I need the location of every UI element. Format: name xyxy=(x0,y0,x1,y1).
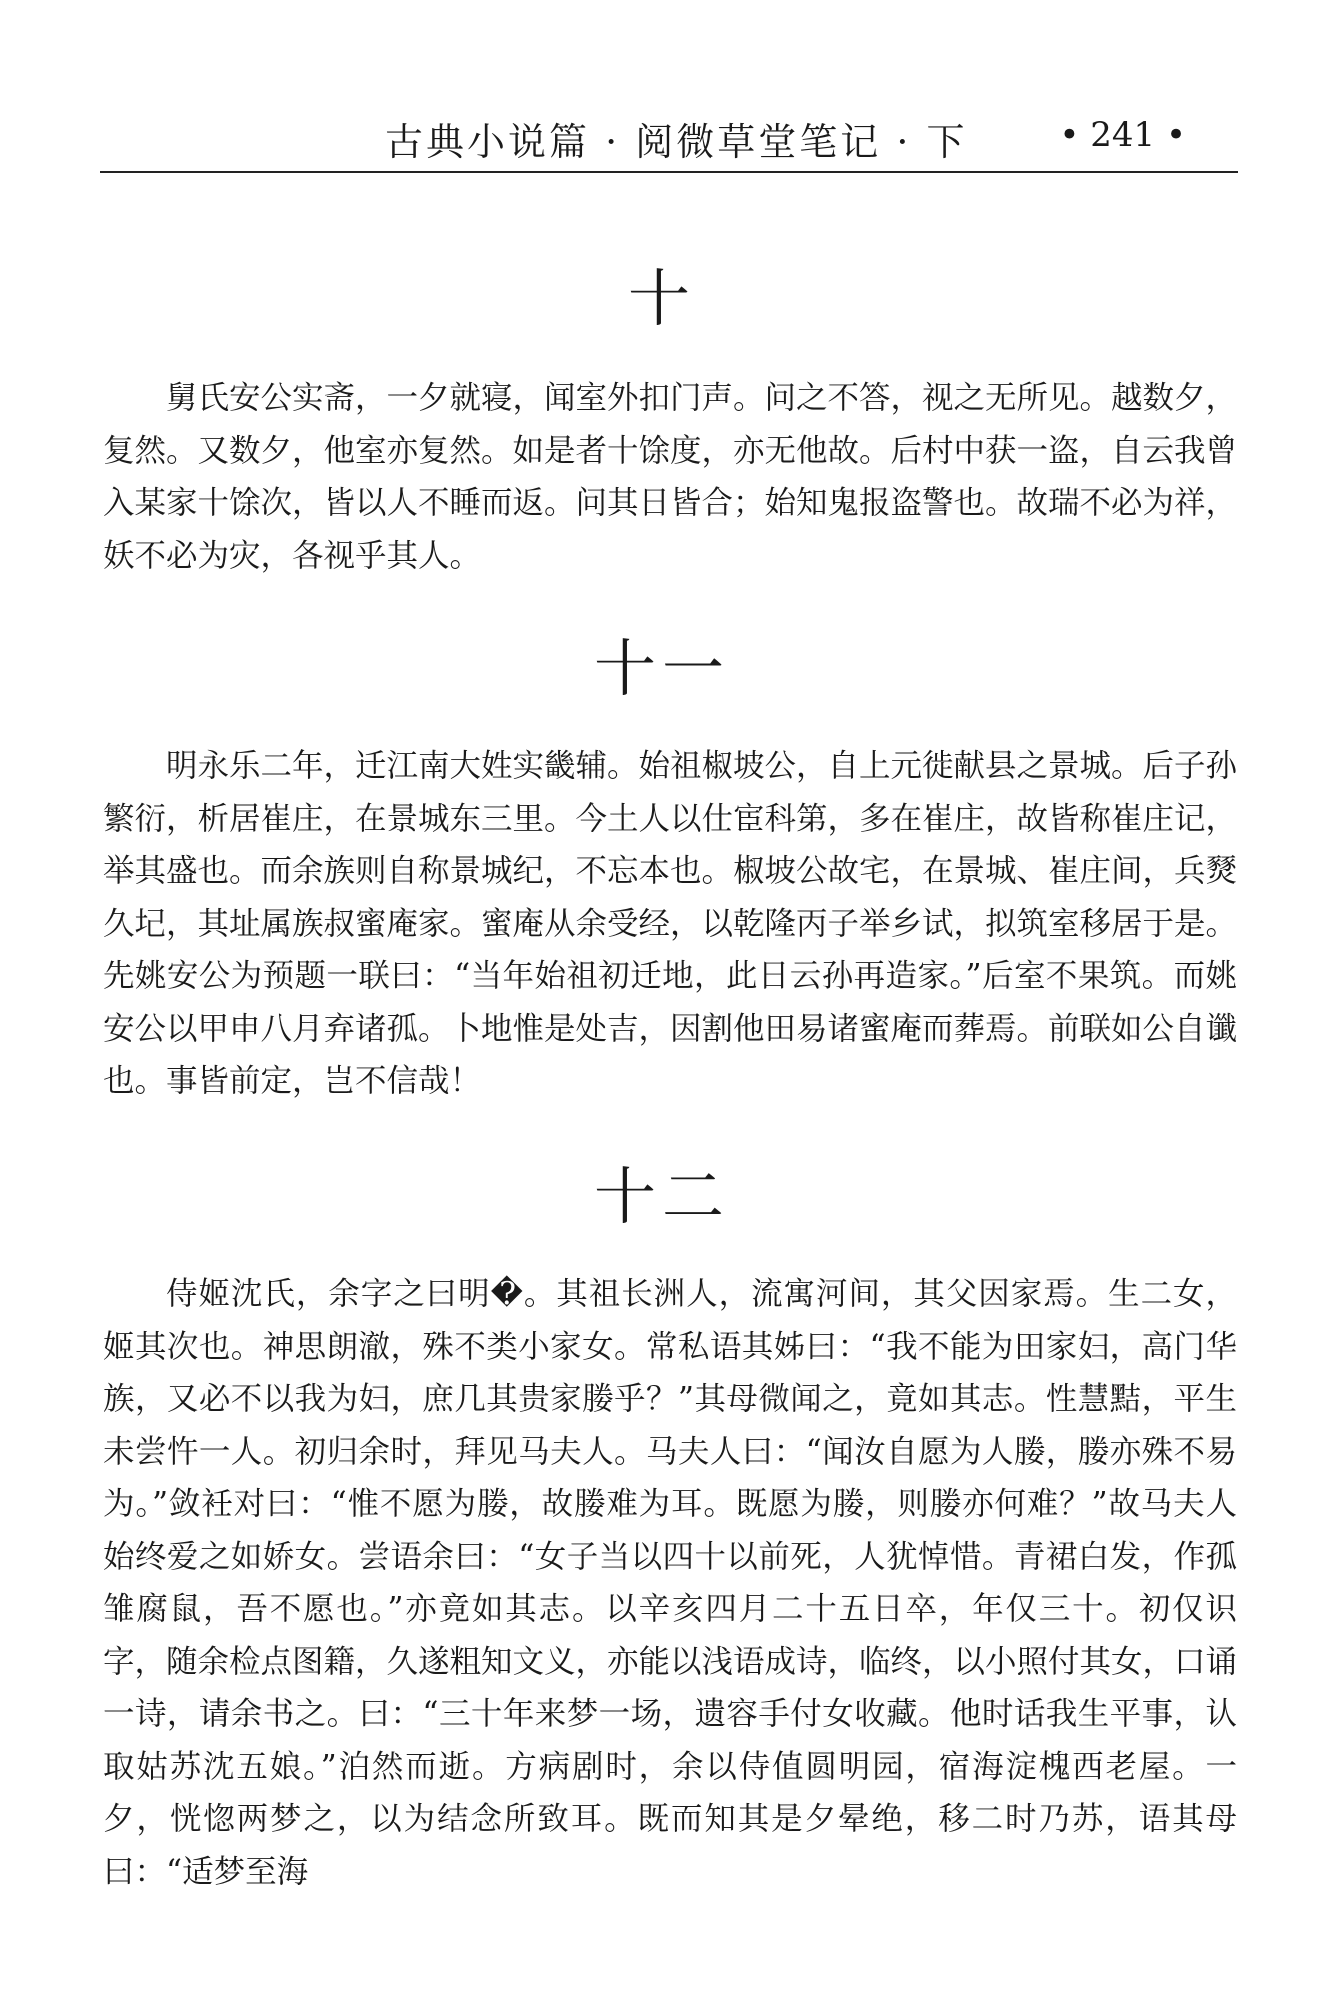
section-heading-10: 十 xyxy=(627,262,696,335)
section-heading-11: 十一 xyxy=(593,632,730,705)
section-11-paragraph: 明永乐二年，迁江南大姓实畿辅。始祖椒坡公，自上元徙献县之景城。后子孙繁衍，析居崔庄，在景城东三里。今土人以仕宦科第，多在崔庄，故皆称崔庄记，举其盛也。而余族则自称景城纪，不忘本也。椒坡公故宅，在景城、崔庄间，兵燹久圮，其址属族叔蜜庵家。蜜庵从余受经，以乾隆丙子举乡试，拟筑室移居于是。先姚安公为预题一联曰：“当年始祖初迁地，此日云孙再造家。”后室不果筑。而姚安公以甲申八月弃诸孤。卜地惟是处吉，因割他田易诸蜜庵而葬焉。前联如公自谶也。事皆前定，岂不信哉！ xyxy=(103,748,1238,1099)
section-12-paragraph: 侍姬沈氏，余字之曰明�。其祖长洲人，流寓河间，其父因家焉。生二女，姬其次也。神思朗澈，殊不类小家女。常私语其姊曰：“我不能为田家妇，高门华族，又必不以我为妇，庶几其贵家媵乎？”其母微闻之，竟如其志。性慧黠，平生未尝忤一人。初归余时，拜见马夫人。马夫人曰：“闻汝自愿为人媵，媵亦殊不易为。”敛衽对曰：“惟不愿为媵，故媵难为耳。既愿为媵，则媵亦何难？”故马夫人始终爱之如娇女。尝语余曰：“女子当以四十以前死，人犹悼惜。青裙白发，作孤雏腐鼠，吾不愿也。”亦竟如其志。以辛亥四月二十五日卒，年仅三十。初仅识字，随余检点图籍，久遂粗知文义，亦能以浅语成诗，临终，以小照付其女，口诵一诗，请余书之。曰：“三十年来梦一场，遗容手付女收藏。他时话我生平事，认取姑苏沈五娘。”泊然而逝。方病剧时，余以侍值圆明园，宿海淀槐西老屋。一夕，恍惚两梦之，以为结念所致耳。既而知其是夕晕绝，移二时乃苏，语其母曰：“适梦至海 xyxy=(103,1276,1238,1890)
running-header xyxy=(100,105,1238,173)
section-10-paragraph: 舅氏安公实斋，一夕就寝，闻室外扣门声。问之不答，视之无所见。越数夕，复然。又数夕，他室亦复然。如是者十馀度，亦无他故。后村中获一盗，自云我曾入某家十馀次，皆以人不睡而返。问其日皆合；始知鬼报盗警也。故瑞不必为祥，妖不必为灾，各视乎其人。 xyxy=(103,380,1238,574)
running-header-title: 古典小说篇 · 阅微草堂笔记 · 下 xyxy=(385,120,968,164)
section-heading-12: 十二 xyxy=(593,1160,730,1233)
page-number: • 241 • xyxy=(1059,115,1186,155)
